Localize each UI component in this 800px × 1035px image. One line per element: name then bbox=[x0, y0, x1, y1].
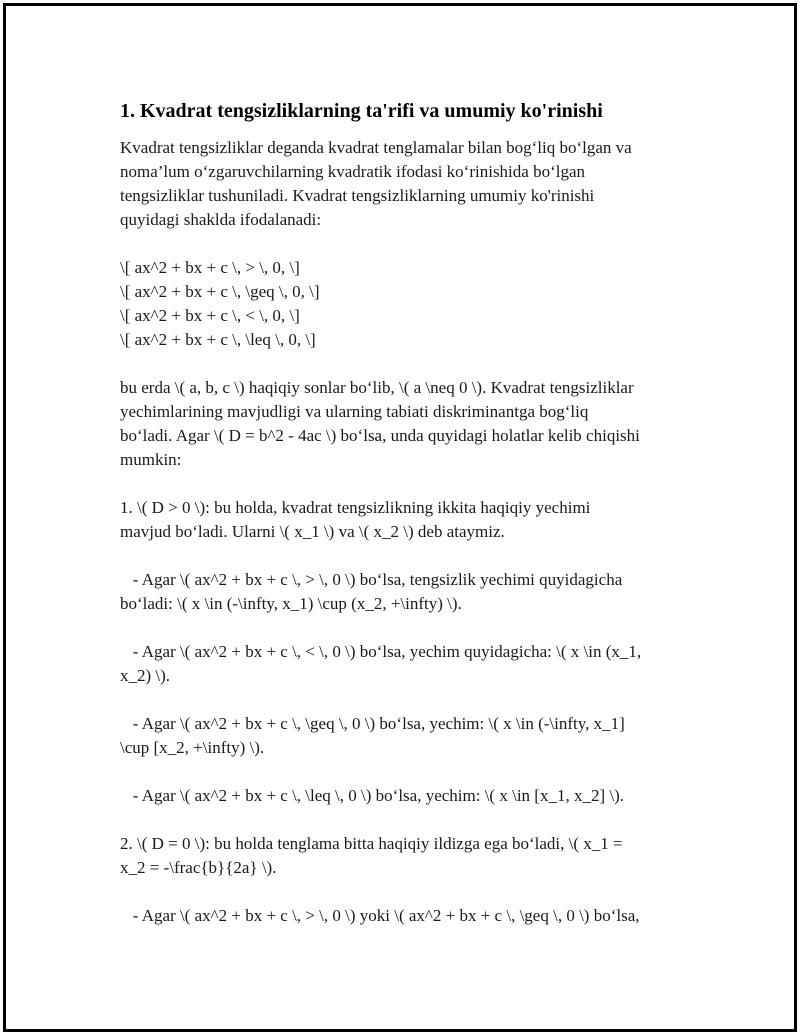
text-line: 1. \( D > 0 \): bu holda, kvadrat tengsizlikning ikkita haqiqiy yechimi bbox=[120, 498, 591, 517]
text-line: mavjud bo‘ladi. Ularni \( x_1 \) va \( x_2 \) deb ataymiz. bbox=[120, 522, 505, 541]
case-1-geq-paragraph bbox=[120, 712, 690, 760]
text-line: mumkin: bbox=[120, 450, 182, 469]
formula-line: \[ ax^2 + bx + c \, < \, 0, \] bbox=[120, 306, 300, 325]
text-line: - Agar \( ax^2 + bx + c \, \geq \, 0 \) bo‘lsa, yechim: \( x \in (-\infty, x_1] bbox=[120, 714, 625, 733]
case-2-greater-paragraph bbox=[120, 904, 690, 928]
text-line: yechimlarining mavjudligi va ularning tabiati diskriminantga bog‘liq bbox=[120, 402, 589, 421]
text-line: - Agar \( ax^2 + bx + c \, \leq \, 0 \) bo‘lsa, yechim: \( x \in [x_1, x_2] \). bbox=[120, 786, 624, 805]
case-1-less-paragraph bbox=[120, 640, 690, 688]
case-1-paragraph bbox=[120, 496, 690, 544]
intro-paragraph bbox=[120, 136, 690, 232]
text-line: bo‘ladi: \( x \in (-\infty, x_1) \cup (x_2, +\infty) \). bbox=[120, 594, 462, 613]
document-content bbox=[120, 98, 690, 952]
formula-block bbox=[120, 256, 690, 352]
explanation-paragraph bbox=[120, 376, 690, 472]
text-line: 2. \( D = 0 \): bu holda tenglama bitta haqiqiy ildizga ega bo‘ladi, \( x_1 = bbox=[120, 834, 623, 853]
formula-line: \[ ax^2 + bx + c \, > \, 0, \] bbox=[120, 258, 300, 277]
text-line: Kvadrat tengsizliklar deganda kvadrat tenglamalar bilan bog‘liq bo‘lgan va bbox=[120, 138, 632, 157]
text-line: tengsizliklar tushuniladi. Kvadrat tengsizliklarning umumiy ko'rinishi bbox=[120, 186, 595, 205]
text-line: - Agar \( ax^2 + bx + c \, > \, 0 \) yoki \( ax^2 + bx + c \, \geq \, 0 \) bo‘lsa, bbox=[120, 906, 640, 925]
text-line: x_2) \). bbox=[120, 666, 171, 685]
page-frame bbox=[3, 3, 797, 1032]
case-1-greater-paragraph bbox=[120, 568, 690, 616]
formula-line: \[ ax^2 + bx + c \, \leq \, 0, \] bbox=[120, 330, 316, 349]
text-line: - Agar \( ax^2 + bx + c \, > \, 0 \) bo‘lsa, tengsizlik yechimi quyidagicha bbox=[120, 570, 623, 589]
text-line: - Agar \( ax^2 + bx + c \, < \, 0 \) bo‘lsa, yechim quyidagicha: \( x \in (x_1, bbox=[120, 642, 642, 661]
case-2-paragraph bbox=[120, 832, 690, 880]
formula-line: \[ ax^2 + bx + c \, \geq \, 0, \] bbox=[120, 282, 320, 301]
text-line: bo‘ladi. Agar \( D = b^2 - 4ac \) bo‘lsa, unda quyidagi holatlar kelib chiqishi bbox=[120, 426, 640, 445]
text-line: noma’lum o‘zgaruvchilarning kvadratik ifodasi ko‘rinishida bo‘lgan bbox=[120, 162, 586, 181]
text-line: \cup [x_2, +\infty) \). bbox=[120, 738, 265, 757]
text-line: quyidagi shaklda ifodalanadi: bbox=[120, 210, 322, 229]
case-1-leq-paragraph bbox=[120, 784, 690, 808]
section-title: 1. Kvadrat tengsizliklarning ta'rifi va umumiy ko'rinishi bbox=[120, 100, 603, 122]
text-line: bu erda \( a, b, c \) haqiqiy sonlar bo‘lib, \( a \neq 0 \). Kvadrat tengsizliklar bbox=[120, 378, 634, 397]
text-line: x_2 = -\frac{b}{2a} \). bbox=[120, 858, 277, 877]
